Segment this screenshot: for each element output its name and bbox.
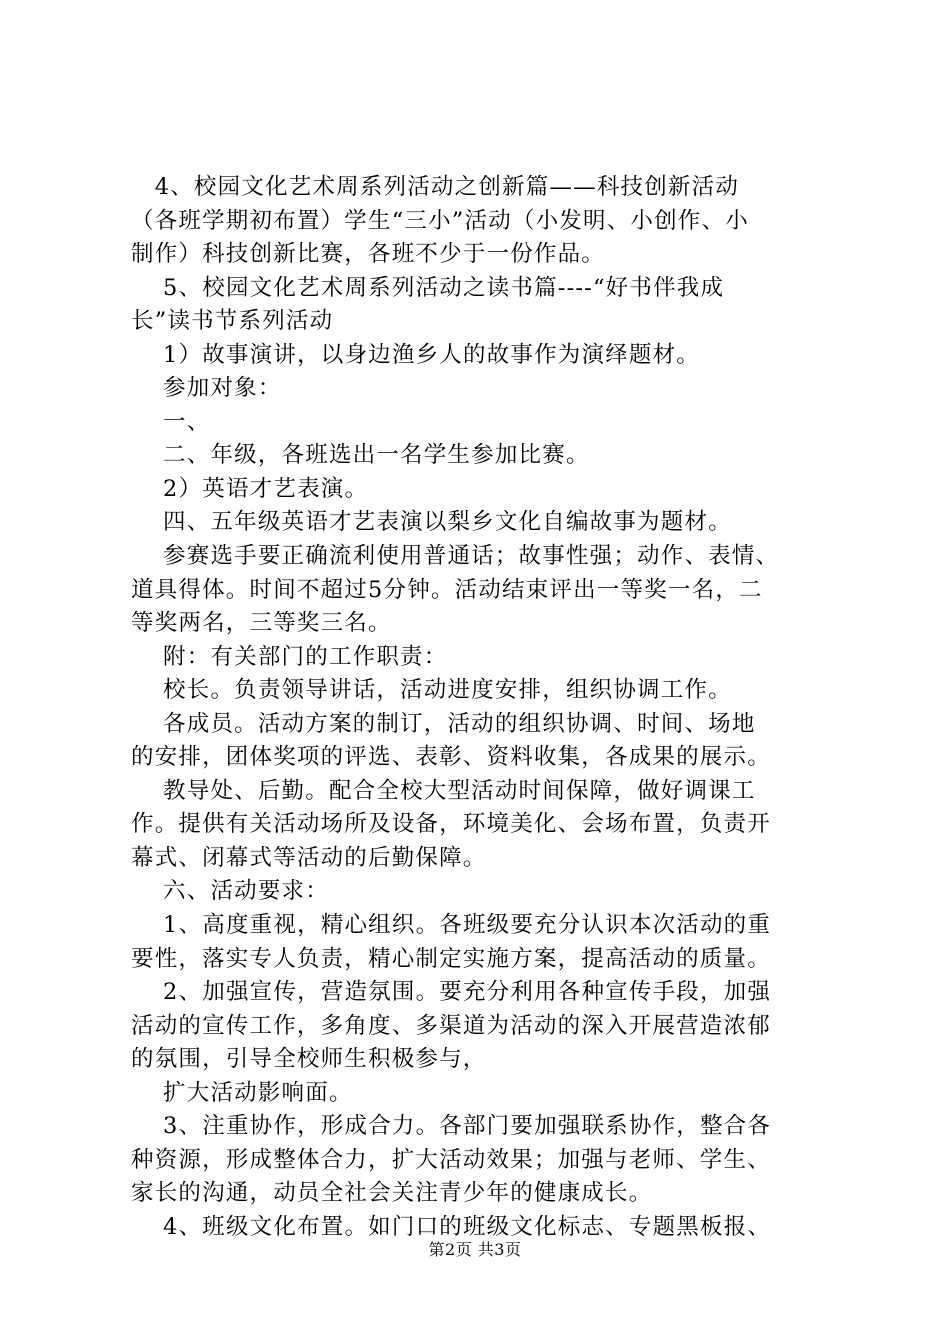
text-line: （各班学期初布置）学生“三小”活动（小发明、小创作、小: [131, 207, 749, 234]
text-line: 作。提供有关活动场所及设备，环境美化、会场布置，负责开: [131, 811, 771, 838]
text-line: 的氛围，引导全校师生积极参与，: [131, 1046, 487, 1073]
text-line: 二、年级，各班选出一名学生参加比赛。: [131, 442, 590, 469]
text-line: 1）故事演讲，以身边渔乡人的故事作为演绎题材。: [131, 341, 700, 368]
text-line: 5、校园文化艺术周系列活动之读书篇----“好书伴我成: [131, 274, 725, 301]
text-line: 长”读书节系列活动: [131, 308, 334, 335]
text-line: 六、活动要求：: [131, 878, 329, 905]
text-line: 要性，落实专人负责，精心制定实施方案，提高活动的质量。: [131, 945, 771, 972]
text-line: 各成员。活动方案的制订，活动的组织协调、时间、场地: [131, 710, 756, 737]
text-line: 校长。负责领导讲话，活动进度安排，组织协调工作。: [131, 677, 732, 704]
text-line: 参加对象：: [131, 375, 282, 402]
text-line: 4、班级文化布置。如门口的班级文化标志、专题黑板报、: [131, 1213, 772, 1240]
text-line: 的安排，团体奖项的评选、表彰、资料收集，各成果的展示。: [131, 744, 771, 771]
text-line: 等奖两名，三等奖三名。: [131, 610, 392, 637]
text-line: 活动的宣传工作，多角度、多渠道为活动的深入开展营造浓郁: [131, 1012, 771, 1039]
text-line: 1、高度重视，精心组织。各班级要充分认识本次活动的重: [131, 912, 772, 939]
text-line: 2、加强宣传，营造氛围。要充分利用各种宣传手段，加强: [131, 979, 772, 1006]
text-line: 四、五年级英语才艺表演以梨乡文化自编故事为题材。: [131, 509, 732, 536]
text-line: 3、注重协作，形成合力。各部门要加强联系协作，整合各: [131, 1113, 772, 1140]
text-line: 教导处、后勤。配合全校大型活动时间保障，做好调课工: [131, 777, 756, 804]
document-body: [131, 171, 831, 1245]
text-line: 扩大活动影响面。: [131, 1079, 353, 1106]
text-line: 4、校园文化艺术周系列活动之创新篇——科技创新活动: [131, 174, 740, 200]
text-line: 参赛选手要正确流利使用普通话；故事性强；动作、表情、: [131, 543, 780, 570]
page-number-footer: 第2页 共3页: [428, 1240, 522, 1259]
text-line: 制作）科技创新比赛，各班不少于一份作品。: [131, 241, 606, 268]
text-line: 种资源，形成整体合力，扩大活动效果；加强与老师、学生、: [131, 1146, 771, 1173]
text-line: 家长的沟通，动员全社会关注青少年的健康成长。: [131, 1180, 653, 1207]
text-line: 一、: [131, 408, 211, 435]
text-line: 幕式、闭幕式等活动的后勤保障。: [131, 844, 487, 871]
text-line: 2）英语才艺表演。: [131, 475, 369, 502]
text-line: 附：有关部门的工作职责：: [131, 643, 448, 670]
text-line: 道具得体。时间不超过5分钟。活动结束评出一等奖一名，二: [131, 576, 763, 603]
